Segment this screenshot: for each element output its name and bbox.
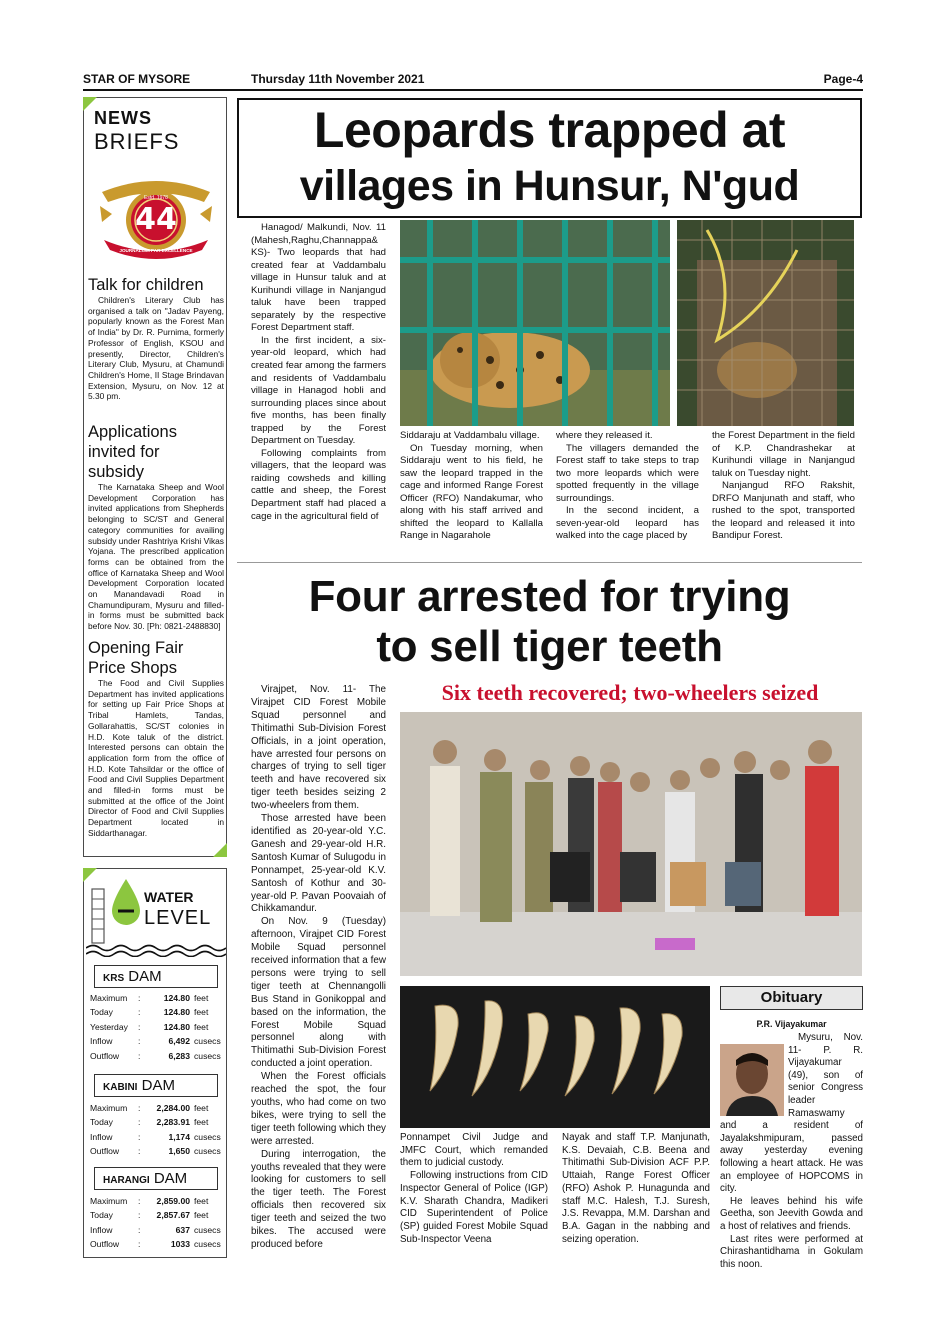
leopard-column-3 (556, 430, 699, 543)
dam-row-value: 6,283 (168, 1050, 190, 1061)
news-briefs-box (83, 97, 227, 857)
brief-body: The Karnataka Sheep and Wool Development Corporation has invited applications from Shepherds belonging to SC/ST and General category communities for availing subsidy under Rashtriya Krishi Vikas Yojana. The prescribed application forms can be obtained from the office of Karnataka Sheep and Wool Development Corporation located on Manandavadi Road in Chamundipuram, Mysuru and filled-in forms must be submitted back before Nov. 30. [Ph: 0821-2488830] (88, 482, 224, 632)
article-paragraph: Following instructions from CID Inspector General of Police (IGP) K.V. Sharath Chandra, Madikeri CID Superintendent of Police (SP) guided Forest Mobile Squad Sub-Inspector Veena (400, 1170, 548, 1245)
article-paragraph: In the first incident, a six-year-old leopard, which had created fear among the farmers and residents of Vaddambalu village in Hanagod hobli and surrounding places since about five months, has been finally trapped by the Forest Department on Tuesday. (251, 334, 386, 447)
dam-row-unit: cusecs (194, 1239, 221, 1250)
brief-item (88, 275, 224, 402)
leopard-cage-photo-1 (400, 220, 670, 426)
dam-row-unit: feet (194, 993, 209, 1003)
dam-row-label: Inflow (90, 1131, 113, 1142)
dam-row-unit: cusecs (194, 1224, 221, 1235)
dam-row: Maximum : 2,284.00 feet (90, 1101, 222, 1115)
article-paragraph: He leaves behind his wife Geetha, son Jeevith Gowda and a host of relatives and friends. (720, 1195, 863, 1232)
brief-title: Talk for children (88, 276, 204, 294)
dam-row: Today : 2,283.91 feet (90, 1115, 222, 1129)
article-paragraph: Hanagod/ Malkundi, Nov. 11 (Mahesh,Raghu,Channappa& KS)- Two leopards that had created fear at Vaddambalu village in Hunsur taluk and at Kurihundi village in Nanjangud taluk have been trapped separately by the respective Forest Department staff. (251, 222, 386, 334)
tiger-subheadline: Six teeth recovered; two-wheelers seized (441, 680, 819, 705)
water-level-title (144, 889, 211, 930)
leopard-column-1 (251, 222, 386, 523)
brief-title: Opening Fair Price Shops (88, 639, 184, 677)
dam-row-unit: feet (194, 1021, 209, 1032)
kabini-dam-table (90, 1101, 222, 1159)
tiger-headline (237, 572, 862, 672)
obituary-name: P.R. Vijayakumar (756, 1019, 827, 1029)
dam-row-label: Outflow (90, 1050, 120, 1061)
dam-row-unit: feet (194, 1103, 209, 1113)
leopard-headline-line1: Leopards trapped at (313, 102, 786, 158)
dam-row-label: Maximum (90, 1103, 128, 1113)
dam-row-value: 124.80 (163, 1021, 190, 1032)
dam-row-unit: feet (194, 1117, 209, 1128)
water-level-title-line1: WATER (144, 889, 194, 905)
brief-title: Applications invited for subsidy (88, 423, 177, 481)
masthead-rule (83, 89, 863, 91)
article-paragraph: Those arrested have been identified as 20-year-old Y.C. Ganesh and 29-year-old H.R. Santosh Kumar of Sulugodu in Ponnampet, 25-year-old K.V. Santosh of Kothur and 30-year-old P. Pavan Poovaiah of Chikkamandur. (251, 813, 386, 915)
article-paragraph: Virajpet, Nov. 11- The Virajpet CID Forest Mobile Squad personnel and Thitimathi Sub-Division Forest Officials, in a joint operation, have arrested four persons on charges of trying to sell tiger teeth and have recovered six tiger teeth besides seizing 2 two-wheelers from them. (251, 684, 386, 812)
brief-body: The Food and Civil Supplies Department has invited applications for setting up Fair Price Shops at Tribal Hamlets, Tandas, Gollarahattis, SC/ST colonies in H.D. Kote taluk of the district. Interested persons can obtain the application form from the office of H.D. Kote Tahsildar or the office of Food and Civil Supplies Department and filled-in forms must be submitted at the office of the Joint Director of Food and Civil Supplies Department located in Siddarthanagar. (88, 678, 224, 838)
dam-row-value: 1,174 (168, 1131, 190, 1142)
portrait-float-spacer (720, 1032, 788, 1116)
dam-row: Today : 2,857.67 feet (90, 1208, 222, 1222)
dam-row: Outflow : 6,283 cusecs (90, 1049, 222, 1063)
dam-row-value: 1,650 (168, 1146, 190, 1157)
leopard-headline (237, 98, 862, 218)
dam-name: KRS (103, 973, 125, 984)
corner-accent-icon (213, 843, 227, 857)
dam-row-label: Maximum (90, 993, 128, 1003)
dam-row-value: 1033 (170, 1239, 190, 1250)
kabini-dam-title (94, 1074, 218, 1097)
news-briefs-title-line1: NEWS (94, 108, 152, 128)
dam-row-unit: feet (194, 1196, 209, 1206)
tiger-headline-line1: Four arrested for trying (308, 572, 791, 621)
harangi-dam-title (94, 1167, 218, 1190)
dam-row-unit: cusecs (194, 1131, 221, 1142)
dam-row-label: Maximum (90, 1196, 128, 1206)
dam-row-label: Inflow (90, 1224, 113, 1235)
article-paragraph: In the second incident, a seven-year-old leopard has walked into the cage placed by (556, 505, 699, 542)
dam-row-label: Today (90, 1210, 113, 1221)
tiger-headline-line2: to sell tiger teeth (376, 622, 723, 671)
leopard-cage-photo-2 (677, 220, 854, 426)
dam-row-value: 124.80 (163, 1007, 190, 1018)
dam-suffix: DAM (128, 968, 162, 985)
news-briefs-title (94, 108, 219, 155)
dam-name: KABINI (103, 1082, 138, 1093)
tiger-column-3 (562, 1132, 710, 1246)
article-paragraph: Nanjangud RFO Rakshit, DRFO Manjunath and staff, who rushed to the spot, transported the leopard and released it into Bandipur Forest. (712, 480, 855, 542)
article-paragraph: Last rites were performed at Chirashantidhama in Gokulam this noon. (720, 1233, 863, 1270)
dam-row-value: 2,857.67 (156, 1210, 190, 1221)
dam-suffix: DAM (153, 1170, 188, 1187)
dam-row: Outflow : 1,650 cusecs (90, 1144, 222, 1158)
article-paragraph: Ponnampet Civil Judge and JMFC Court, which remanded them to judicial custody. (400, 1132, 548, 1169)
dam-suffix: DAM (141, 1077, 175, 1094)
leopard-column-4 (712, 430, 855, 543)
news-briefs-title-line2: BRIEFS (94, 129, 180, 154)
dam-row: Yesterday : 124.80 feet (90, 1020, 222, 1034)
dam-row-unit: feet (194, 1210, 209, 1221)
article-paragraph: the Forest Department in the field of K.P. Chandrashekar at Kurihundi village in Nanjangud taluk on Tuesday night. (712, 430, 855, 479)
logo-estd-text: Estd. 1978 (144, 195, 168, 201)
obituary-text (720, 1032, 863, 1271)
article-paragraph: Mysuru, Nov. 11- P. R. Vijayakumar (49), son of senior Congress leader Ramaswamy and a resident of Jayalakshmipuram, passed away yesterday evening following a heart attack. He was an employee of HOPCOMS in city. (720, 1032, 863, 1195)
article-paragraph: When the Forest officials reached the spot, the four youths, who had come on two bikes, were trying to sell the tiger teeth following which they were arrested. (251, 1071, 386, 1147)
page-number: Page-4 (823, 72, 863, 86)
krs-dam-title (94, 965, 218, 988)
arrested-group-photo (400, 712, 862, 976)
dam-row: Maximum : 2,859.00 feet (90, 1194, 222, 1208)
logo-number: 44 (135, 202, 177, 237)
issue-date: Thursday 11th November 2021 (251, 72, 425, 86)
dam-row-label: Outflow (90, 1146, 120, 1157)
dam-row-label: Today (90, 1007, 113, 1018)
tiger-teeth-photo (400, 986, 710, 1128)
water-level-box (83, 868, 227, 1258)
dam-row-unit: cusecs (194, 1050, 221, 1061)
dam-row-label: Yesterday (90, 1021, 128, 1032)
dam-row-value: 2,859.00 (156, 1196, 190, 1206)
article-paragraph: Nayak and staff T.P. Manjunath, K.S. Devaiah, C.B. Beena and Thitimathi Sub-Division ACF P.P. Uttaiah, Range Forest Officer (RFO) Ashok P. Hunagunda and staff M.C. Halesh, T.J. Suresh, J.S. Revappa, M.M. Darshan and B.A. Gagan in the nabbing and seizing operation. (562, 1132, 710, 1245)
article-paragraph: On Tuesday morning, when Siddaraju went to his field, he saw the leopard trapped in the cage and informed Range Forest Officer (RFO) Nandakumar, who along with his staff arrived and shifted the leopard to Kallalla Range in Nagarahole (400, 442, 543, 542)
paper-name: STAR OF MYSORE (83, 72, 191, 86)
leopard-headline-line2: villages in Hunsur, N'gud (299, 162, 800, 210)
harangi-dam-table (90, 1194, 222, 1252)
dam-row: Outflow : 1033 cusecs (90, 1237, 222, 1251)
dam-row: Inflow : 6,492 cusecs (90, 1034, 222, 1048)
brief-item (88, 638, 224, 839)
dam-row-value: 124.80 (163, 993, 190, 1003)
dam-row: Inflow : 637 cusecs (90, 1223, 222, 1237)
dam-name: HARANGI (103, 1175, 150, 1186)
wave-icon (86, 943, 226, 957)
dam-row-label: Today (90, 1117, 113, 1128)
obituary-heading: Obituary (720, 986, 863, 1010)
article-paragraph: The villagers demanded the Forest staff to take steps to trap two more leopards which were spotted frequently in the village surroundings. (556, 442, 699, 504)
section-divider (237, 562, 862, 563)
krs-dam-table (90, 991, 222, 1063)
article-paragraph: where they released it. (556, 430, 653, 441)
brief-body: Children's Literary Club has organised a talk on "Jadav Payeng, popularly known as the Forest Man of India" by Dr. R. Purnima, formerly Professor of English, KSOU and presently, Director, Children's Literary Club, Mysuru, at Chamundi Children's Home, II Stage Brindavan Extension, Mysuru, on Nov. 12 at 5.30 pm. (88, 295, 224, 402)
article-paragraph: Following complaints from villagers, that the leopard was raiding cowsheds and killing cattle and sheep, the Forest Department staff had placed a cage in the agricultural field of (251, 447, 386, 522)
article-paragraph: During interrogation, the youths revealed that they were looking for customers to sell the tiger teeth. The Forest officials then recovered six tiger teeth and seized the two bikes. The accused were produced before (251, 1148, 386, 1250)
dam-row-value: 2,283.91 (156, 1117, 190, 1128)
tiger-column-2 (400, 1132, 548, 1246)
logo-top-text: STAR OF MYSORE (126, 176, 188, 183)
article-paragraph: Siddaraju at Vaddambalu village. (400, 430, 540, 441)
dam-row-value: 637 (175, 1224, 190, 1235)
dam-row-unit: cusecs (194, 1146, 221, 1157)
dam-row-unit: feet (194, 1007, 209, 1018)
dam-row-label: Outflow (90, 1239, 120, 1250)
dam-row: Maximum : 124.80 feet (90, 991, 222, 1005)
dam-row-value: 2,284.00 (156, 1103, 190, 1113)
dam-row: Inflow : 1,174 cusecs (90, 1130, 222, 1144)
leopard-column-2 (400, 430, 543, 543)
brief-item (88, 422, 224, 632)
dam-row-label: Inflow (90, 1036, 113, 1047)
masthead (83, 72, 863, 90)
dam-row-value: 6,492 (168, 1036, 190, 1047)
article-paragraph: On Nov. 9 (Tuesday) afternoon, Virajpet CID Forest Mobile Squad personnel received information that a few persons were trying to sell tiger teeth at Chennangolli Bus Stand in Gonikoppal and based on the information, the Forest Mobile Squad personnel along with Thitimathi Sub-Division Forest conducted a joint operation. (251, 916, 386, 1070)
dam-row: Today : 124.80 feet (90, 1005, 222, 1019)
water-level-title-line2: LEVEL (144, 907, 212, 929)
dam-row-unit: cusecs (194, 1036, 221, 1047)
tiger-column-1 (251, 684, 386, 1252)
logo-bottom-text: JOURNALISM PAR EXCELLENCE (119, 248, 193, 253)
